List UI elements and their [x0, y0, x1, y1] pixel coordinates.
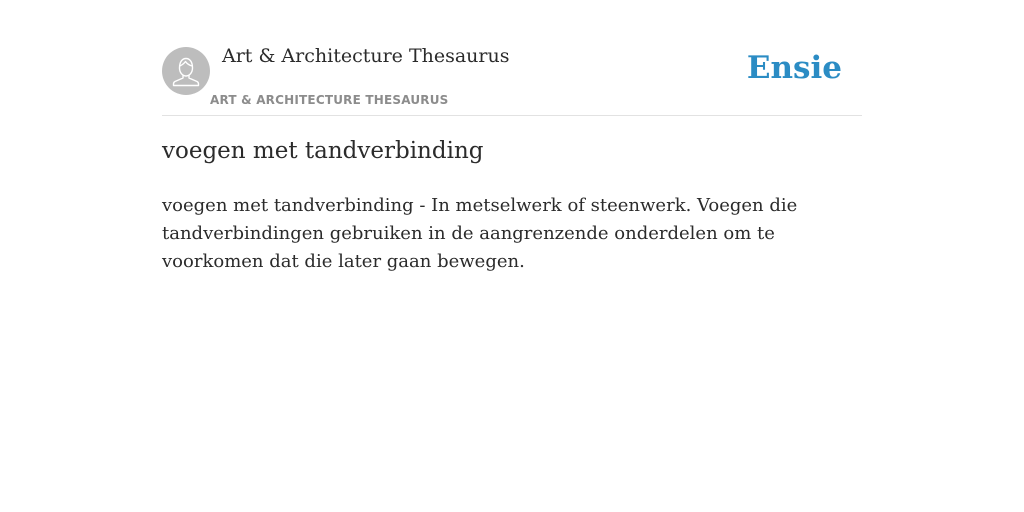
entry-container [162, 0, 862, 272]
user-silhouette-icon [162, 47, 210, 95]
avatar[interactable] [162, 47, 210, 95]
author-name[interactable]: Art & Architecture Thesaurus [222, 45, 510, 67]
entry-title: voegen met tandverbinding [162, 138, 484, 164]
author-subtitle: ART & ARCHITECTURE THESAURUS [210, 93, 449, 107]
entry-header [162, 0, 862, 116]
brand-logo[interactable]: Ensie [746, 50, 842, 86]
entry-definition: voegen met tandverbinding - In metselwerk of steenwerk. Voegen die tandverbindingen gebruiken in de aangrenzende onderdelen om te voorkomen dat die later gaan bewegen. [162, 195, 798, 272]
